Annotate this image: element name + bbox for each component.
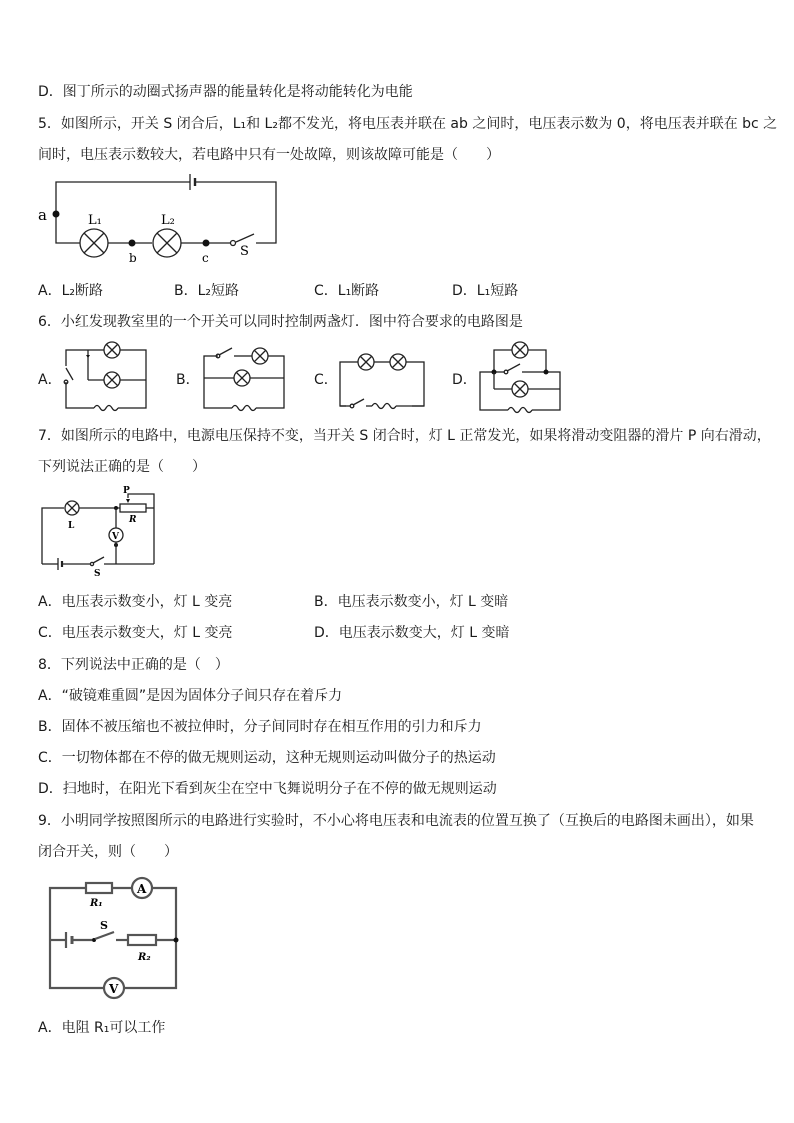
q9-stem-line2: 闭合开关，则（ ）	[38, 844, 178, 860]
q6-diagram-a[interactable]	[60, 338, 152, 416]
q5-stem-line1: 5．如图所示，开关 S 闭合后，L₁和 L₂都不发光，将电压表并联在 ab 之间时，电压表示数为 0，将电压表并联在 bc 之	[38, 116, 778, 132]
q6-option-d-label[interactable]: D．	[452, 372, 477, 388]
q7-label-l: L	[68, 521, 75, 531]
q5-stem-line2: 间时，电压表示数较大，若电路中只有一处故障，则该故障可能是（ ）	[38, 147, 500, 163]
q7-stem-line1: 7．如图所示的电路中，电源电压保持不变，当开关 S 闭合时，灯 L 正常发光，如果将滑动变阻器的滑片 P 向右滑动，	[38, 428, 771, 444]
q6-stem: 6．小红发现教室里的一个开关可以同时控制两盏灯．图中符合要求的电路图是	[38, 314, 523, 330]
q5-option-b[interactable]: B．L₂短路	[174, 283, 240, 299]
q8-option-d[interactable]: D．扫地时，在阳光下看到灰尘在空中飞舞说明分子在不停的做无规则运动	[38, 781, 497, 797]
q5-option-d[interactable]: D．L₁短路	[452, 283, 519, 299]
q9-label-r1: R₁	[90, 898, 103, 909]
q7-label-r: R	[129, 515, 137, 525]
q5-label-l1: L₁	[88, 213, 102, 228]
q8-option-c[interactable]: C．一切物体都在不停的做无规则运动，这种无规则运动叫做分子的热运动	[38, 750, 496, 766]
q4-option-d: D．图丁所示的动圈式扬声器的能量转化是将动能转化为电能	[38, 84, 413, 100]
q8-option-a[interactable]: A．“破镜难重圆”是因为固体分子间只存在着斥力	[38, 688, 343, 704]
q9-circuit-diagram	[42, 872, 187, 1004]
q6-diagram-d[interactable]	[474, 336, 566, 416]
q9-label-v: V	[109, 982, 119, 996]
q9-label-a: A	[137, 882, 147, 896]
q5-label-s: S	[240, 244, 249, 259]
q7-option-c[interactable]: C．电压表示数变大，灯 L 变亮	[38, 625, 233, 641]
q5-option-a[interactable]: A．L₂断路	[38, 283, 103, 299]
q9-stem-line1: 9．小明同学按照图所示的电路进行实验时，不小心将电压表和电流表的位置互换了（互换后的电路图未画出），如果	[38, 813, 754, 829]
q8-stem: 8．下列说法中正确的是（ ）	[38, 657, 229, 673]
q7-option-d[interactable]: D．电压表示数变大，灯 L 变暗	[314, 625, 510, 641]
q7-label-s: S	[94, 569, 101, 579]
q5-label-b: b	[129, 251, 137, 265]
q5-label-c: c	[202, 251, 209, 265]
q7-label-p: P	[123, 486, 130, 496]
q7-label-v: V	[112, 532, 119, 542]
q9-label-r2: R₂	[138, 952, 151, 963]
q5-circuit-diagram	[30, 170, 290, 270]
q7-circuit-diagram	[36, 488, 166, 580]
q6-option-b-label[interactable]: B．	[176, 372, 200, 388]
q6-diagram-c[interactable]	[336, 338, 428, 416]
q5-label-a: a	[38, 206, 47, 224]
q8-option-b[interactable]: B．固体不被压缩也不被拉伸时，分子间同时存在相互作用的引力和斥力	[38, 719, 482, 735]
q6-option-a-label[interactable]: A．	[38, 372, 62, 388]
q7-option-b[interactable]: B．电压表示数变小，灯 L 变暗	[314, 594, 509, 610]
q5-option-c[interactable]: C．L₁断路	[314, 283, 380, 299]
q9-option-a[interactable]: A．电阻 R₁可以工作	[38, 1020, 166, 1036]
q7-stem-line2: 下列说法正确的是（ ）	[38, 459, 206, 475]
q9-label-s: S	[100, 919, 108, 932]
q7-option-a[interactable]: A．电压表示数变小，灯 L 变亮	[38, 594, 233, 610]
q6-diagram-b[interactable]	[198, 338, 290, 416]
q5-label-l2: L₂	[161, 213, 175, 228]
q6-option-c-label[interactable]: C．	[314, 372, 338, 388]
